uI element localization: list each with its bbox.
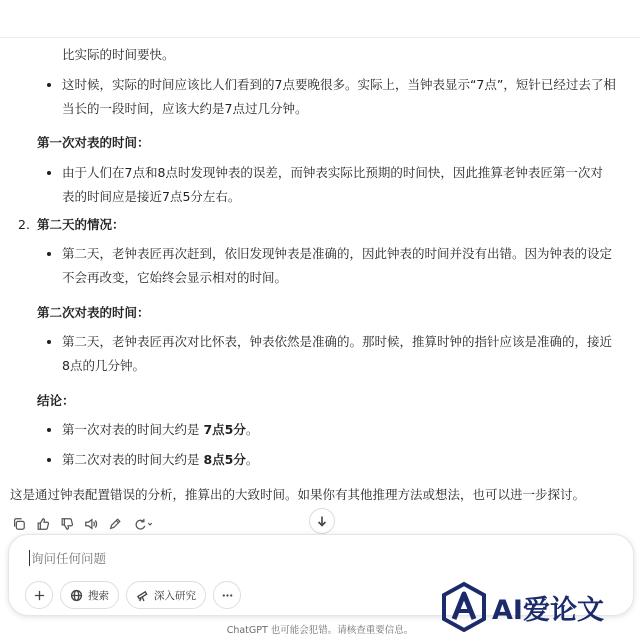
composer-tools: [25, 581, 241, 609]
thumbs-up-icon[interactable]: [34, 515, 52, 533]
section-heading: 第二次对表的时间：: [37, 305, 150, 320]
disclaimer-text: ChatGPT 也可能会犯错。请核查重要信息。: [226, 625, 414, 636]
conclusion-value: 8点5分: [203, 452, 246, 467]
regenerate-icon[interactable]: [130, 515, 156, 533]
attach-button[interactable]: [25, 581, 53, 609]
summary-line: 这是通过钟表配置错误的分析，推算出的大致时间。如果你有其他推理方法或想法，也可以进一步探讨。: [10, 487, 586, 502]
message-line: 比实际的时间要快。: [62, 47, 175, 62]
telescope-icon: [136, 589, 149, 602]
conclusion-text: 第二次对表的时间大约是: [62, 452, 204, 467]
edit-icon[interactable]: [106, 515, 124, 533]
text-caret: [29, 550, 30, 566]
conclusion-tail: 。: [245, 422, 259, 437]
message-line: 由于人们在7点和8点时发现钟表的误差，而钟表实际比预期的时间快，因此推算老钟表匠第一次对: [62, 165, 603, 180]
thumbs-down-icon[interactable]: [58, 515, 76, 533]
message-line: 第二天，老钟表匠再次赶到，依旧发现钟表是准确的，因此钟表的时间并没有出错。因为钟表的设定: [62, 246, 613, 261]
message-line: 8点的几分钟。: [62, 358, 145, 373]
deep-research-label: 深入研究: [154, 589, 196, 602]
ellipsis-icon: [221, 589, 234, 602]
arrow-down-icon: [316, 515, 328, 527]
conclusion-text: 第一次对表的时间大约是: [62, 422, 204, 437]
watermark-text: AI爱论文: [492, 594, 604, 626]
deep-research-button[interactable]: [126, 581, 206, 609]
bullet-dot: [47, 458, 51, 462]
message-line: 当长的一段时间，应该大约是7点过几分钟。: [62, 101, 308, 116]
top-bar: [0, 0, 640, 38]
prompt-input[interactable]: [31, 547, 431, 569]
message-line: 第二天，老钟表匠再次对比怀表，钟表依然是准确的。那时候，推算时钟的指针应该是准确的，接近: [62, 334, 613, 349]
scroll-down-button[interactable]: [309, 508, 335, 534]
bullet-dot: [47, 340, 51, 344]
conclusion-tail: 。: [245, 452, 259, 467]
section-heading: 结论：: [37, 393, 75, 408]
conclusion-line: [62, 447, 258, 472]
conclusion-line: [62, 417, 258, 442]
message-line: 不会再改变，它始终会显示相对的时间。: [62, 270, 288, 285]
copy-icon[interactable]: [10, 515, 28, 533]
more-options-button[interactable]: [213, 581, 241, 609]
bullet-dot: [47, 428, 51, 432]
list-number: 2.: [18, 217, 30, 232]
watermark: [440, 576, 636, 638]
message-line: 这时候，实际的时间应该比人们看到的7点要晚很多。实际上，当钟表显示“7点”，短针已经过去了相: [62, 77, 616, 92]
search-button-label: 搜索: [88, 589, 109, 602]
section-heading: 第二天的情况：: [37, 217, 125, 232]
section-heading: 第一次对表的时间：: [37, 135, 150, 150]
plus-icon: [33, 589, 46, 602]
globe-icon: [70, 589, 83, 602]
speaker-icon[interactable]: [82, 515, 100, 533]
bullet-dot: [47, 252, 51, 256]
watermark-logo-icon: [440, 581, 488, 633]
message-line: 表的时间应是接近7点5分左右。: [62, 189, 241, 204]
bullet-dot: [47, 171, 51, 175]
conclusion-value: 7点5分: [203, 422, 246, 437]
message-actions: [10, 515, 156, 533]
bullet-dot: [47, 83, 51, 87]
search-button[interactable]: [60, 581, 119, 609]
